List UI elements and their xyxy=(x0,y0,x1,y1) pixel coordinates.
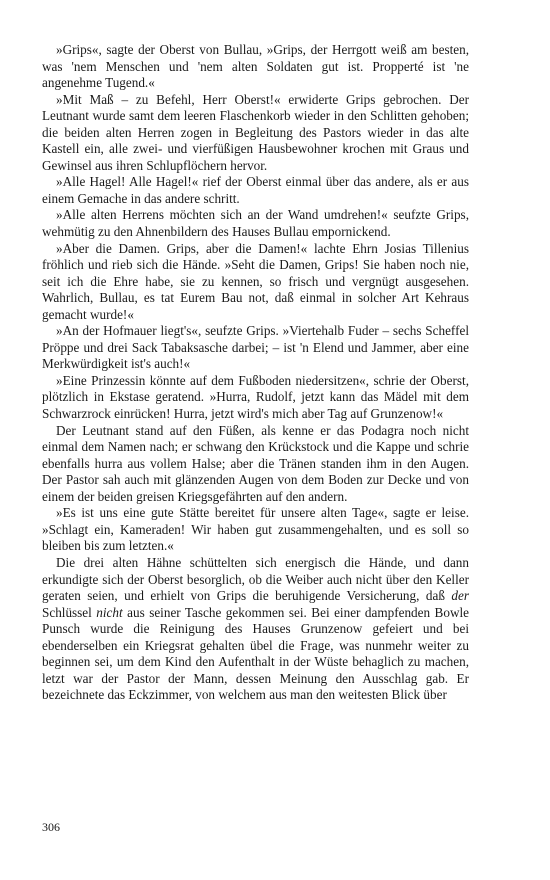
paragraph: Der Leutnant stand auf den Füßen, als kenne er das Podagra noch nicht einmal dem Namen nach; er schwang den Krückstock und die Kappe und schrie ebenfalls hurra aus vollem Halse; aber die Tränen standen ihm in den Augen. Der Pastor sah auch mit glänzenden Augen von dem Boden zur Decke und von einem der beiden greisen Kriegsgefährten auf den andern. xyxy=(42,422,469,504)
paragraph: »Eine Prinzessin könnte auf dem Fußboden niedersitzen«, schrie der Oberst, plötzlich in Ekstase geratend. »Hurra, Rudolf, jetzt kann das Mädel mit dem Schwarzrock einrücken! Hurra, jetzt wird's mich aber Tag auf Grunzenow!« xyxy=(42,372,469,422)
page-text-block xyxy=(42,42,469,704)
paragraph-text: Schlüssel xyxy=(42,604,97,620)
paragraph-last xyxy=(42,555,469,704)
emphasis-text: der xyxy=(451,588,469,604)
paragraph: »An der Hofmauer liegt's«, seufzte Grips. »Viertehalb Fuder – sechs Scheffel Pröppe und drei Sack Tabaksasche darbei; – ist 'n Elend und Jammer, aber eine Merkwürdigkeit ist's auch!« xyxy=(42,323,469,372)
page-number: 306 xyxy=(42,820,60,834)
emphasis-text: nicht xyxy=(96,604,123,620)
paragraph: »Mit Maß – zu Befehl, Herr Oberst!« erwiderte Grips gebrochen. Der Leutnant wurde samt dem leeren Flaschenkorb wieder in den Schlitten gehoben; die beiden alten Herren zogen in Begleitung des Pastors wieder in das alte Kastell ein, alle zwei- und vierfüßigen Hausbewohner krochen mit Graus und Gewinsel aus ihren Schlupflöchern hervor. xyxy=(42,91,469,173)
paragraph: »Alle Hagel! Alle Hagel!« rief der Oberst einmal über das andere, als er aus einem Gemache in das andere schritt. xyxy=(42,174,469,206)
paragraph: »Aber die Damen. Grips, aber die Damen!« lachte Ehrn Josias Tillenius fröhlich und rieb sich die Hände. »Seht die Damen, Grips! Sie haben noch nie, seit ich die Ehre habe, sie zu kennen, so frisch und vergnügt ausgesehen. Wahrlich, Bullau, es tat Eurem Bau not, daß einmal in solcher Art Kehraus gemacht wurde!« xyxy=(42,240,469,322)
paragraph-text: aus seiner Tasche gekommen sei. Bei einer dampfenden Bowle Punsch wurde die Reinigung des Hauses Grunzenow gefeiert und bei ebenderselben ein Kriegsrat gehalten übel die Frage, was nunmehr weiter zu beginnen sei, um dem Kind den Aufenthalt in der Wüste behaglich zu machen, letzt war der Pastor der Mann, dessen Meinung den Ausschlag gab. Er bezeichnete das Eckzimmer, von welchem aus man den weitesten Blick über xyxy=(42,604,469,703)
paragraph: »Grips«, sagte der Oberst von Bullau, »Grips, der Herrgott weiß am besten, was 'nem Menschen und 'nem alten Soldaten gut ist. Propperté ist 'ne angenehme Tugend.« xyxy=(42,42,469,91)
paragraph: »Es ist uns eine gute Stätte bereitet für unsere alten Tage«, sagte er leise. »Schlagt ein, Kameraden! Wir haben gut zusammengehalten, und es soll so bleiben bis zum letzten.« xyxy=(42,505,469,554)
paragraph-text: Die drei alten Hähne schüttelten sich energisch die Hände, und dann erkundigte sich der Oberst besorglich, ob die Weiber auch nicht über den Keller geraten seien, und erhielt von Grips die beruhigende Versicherung, daß xyxy=(42,554,469,604)
paragraph: »Alle alten Herrens möchten sich an der Wand umdrehen!« seufzte Grips, wehmütig zu den Ahnenbildern des Hauses Bullau empornickend. xyxy=(42,207,469,240)
